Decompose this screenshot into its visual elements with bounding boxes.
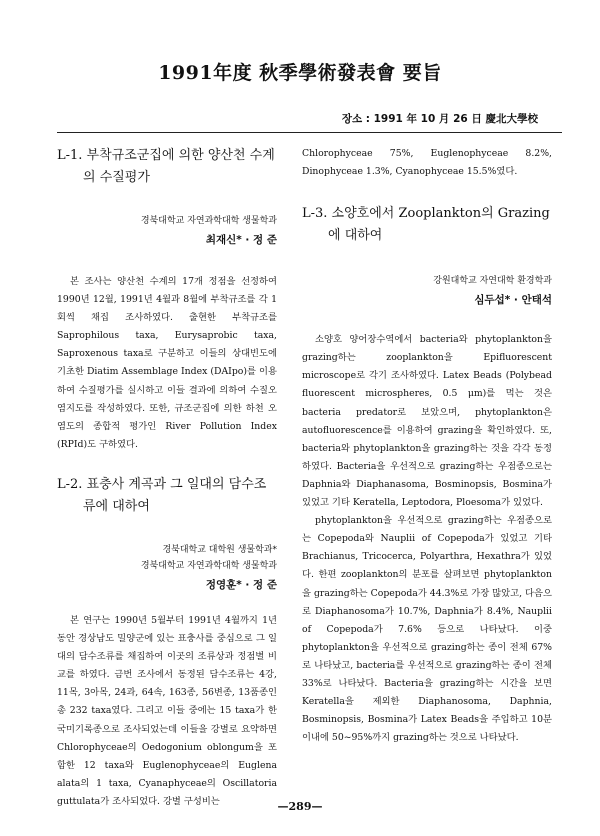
article-body-continued: Chlorophyceae 75%, Euglenophyceae 8.2%, Dinophyceae 1.3%, Cyanophyceae 15.5%였다. [302,148,552,178]
article-heading: L-1. 부착규조군집에 의한 양산천 수계의 수질평가 [57,148,275,185]
article-body: 본 조사는 양산천 수계의 17개 정점을 선정하여 1990년 12월, 1991년 4월과 8월에 부착규조를 각 1회씩 채집 조사하였다. 출현한 부착규조를 Saprophilous taxa, Eurysaprobic taxa, Saproxenous taxa로 구분하고 이들의 상대빈도에 기초한 Diatim Assemblage Index (DAIpo)를 이용하여 수질평가를 실시하고 이들 결과에 의하여 수질오염지도를 작성하였다. 또한, 규조군집에 의한 하천 오염도의 종합적 평가인 River Pollution Index (RPId)도 구하였다. [57,276,277,450]
page-title: 1991年度 秋季學術發表會 要旨 [158,62,442,84]
author-names: 심두섭* · 안태석 [474,294,552,307]
header-divider [57,132,562,133]
right-column [302,145,552,747]
author-names: 최재신* · 정 준 [205,234,277,246]
article-body: 본 연구는 1990년 5월부터 1991년 4월까지 1년동안 경상남도 밀양군에 있는 표충사를 중심으로 그 일대의 담수조류를 채집하여 이곳의 조류상과 정점별 비교를 하였다. 금번 조사에서 동정된 담수조류는 4강, 11목, 3아목, 24과, 64속, 163종, 56변종, 13품종인 총 232 taxa였다. 그리고 이들 중에는 15 taxa가 한국미기록종으로 조사되었는데 이들을 강별로 요약하면 Chlorophyceae의 Oedogonium oblongum을 포함한 12 taxa와 Euglenophyceae의 Euglena alata의 1 taxa, Cyanaphyceae의 Oscillatoria guttulata가 조사되었다. 강별 구성비는 [57,614,277,807]
venue-date-line: 장소 : 1991 年 10 月 26 日 慶北大學校 [341,113,538,125]
author-names: 정영훈* · 정 준 [205,578,277,591]
left-column [57,145,277,811]
article-heading: L-3. 소양호에서 Zooplankton의 Grazing에 대하여 [302,206,550,244]
page-number: —289— [277,800,323,813]
author-affiliation: 경북대학교 자연과학대학 생물학과 [140,216,277,226]
article-body: 소양호 양어장수역에서 bacteria와 phytoplankton을 grazing하는 zooplankton을 Epifluorescent microscope로 각기 조사하였다. Latex Beads (Polybead fluorescent microspheres, 0.5 μm)를 먹는 것은 bacteria predator로 보았으며, phytoplankton은 autofluorescence를 이용하여 grazing을 확인하였다. 또, bacteria와 phytoplankton을 grazing하는 것을 각각 동정하였다. Bacteria을 우선적으로 grazing하는 우점종으로는 Daphnia와 Diaphanasoma, Bosminopsis, Bosmina가 있었고 기타 Keratella, Leptodora, Ploesoma가 있었다. [302,334,552,509]
article-body: phytoplankton을 우선적으로 grazing하는 우점종으로는 Copepoda와 Nauplii of Copepoda가 있었고 기타 Brachianus, Tricocerca, Polyarthra, Hexathra가 있었다. 한편 zooplankton의 분포를 살펴보면 phytoplankton을 grazing하는 Copepoda가 44.3%로 가장 많았고, 다음으로 Diaphanosoma가 10.7%, Daphnia가 8.4%, Nauplii of Copepoda가 7.6% 등으로 나타났다. 이중 phytoplankton을 우선적으로 grazing하는 종이 전체 67%로 나타났고, bacteria를 우선적으로 grazing하는 종이 전체 33%로 나타났다. Bacteria을 grazing하는 시간을 보면 Keratella을 제외한 Diaphanosoma, Daphnia, Bosminopsis, Bosmina가 Latex Beads을 주입하고 10분 이내에 50~95%까지 grazing하는 것으로 나타났다. [302,515,552,744]
author-affiliation: 강원대학교 자연대학 환경학과 [433,276,552,287]
article-heading: L-2. 표충사 계곡과 그 일대의 담수조류에 대하여 [57,476,267,514]
author-affiliation: 경북대학교 자연과학대학 생물학과 [140,560,277,571]
author-affiliation: 경북대학교 대학원 생물학과* [162,544,277,555]
